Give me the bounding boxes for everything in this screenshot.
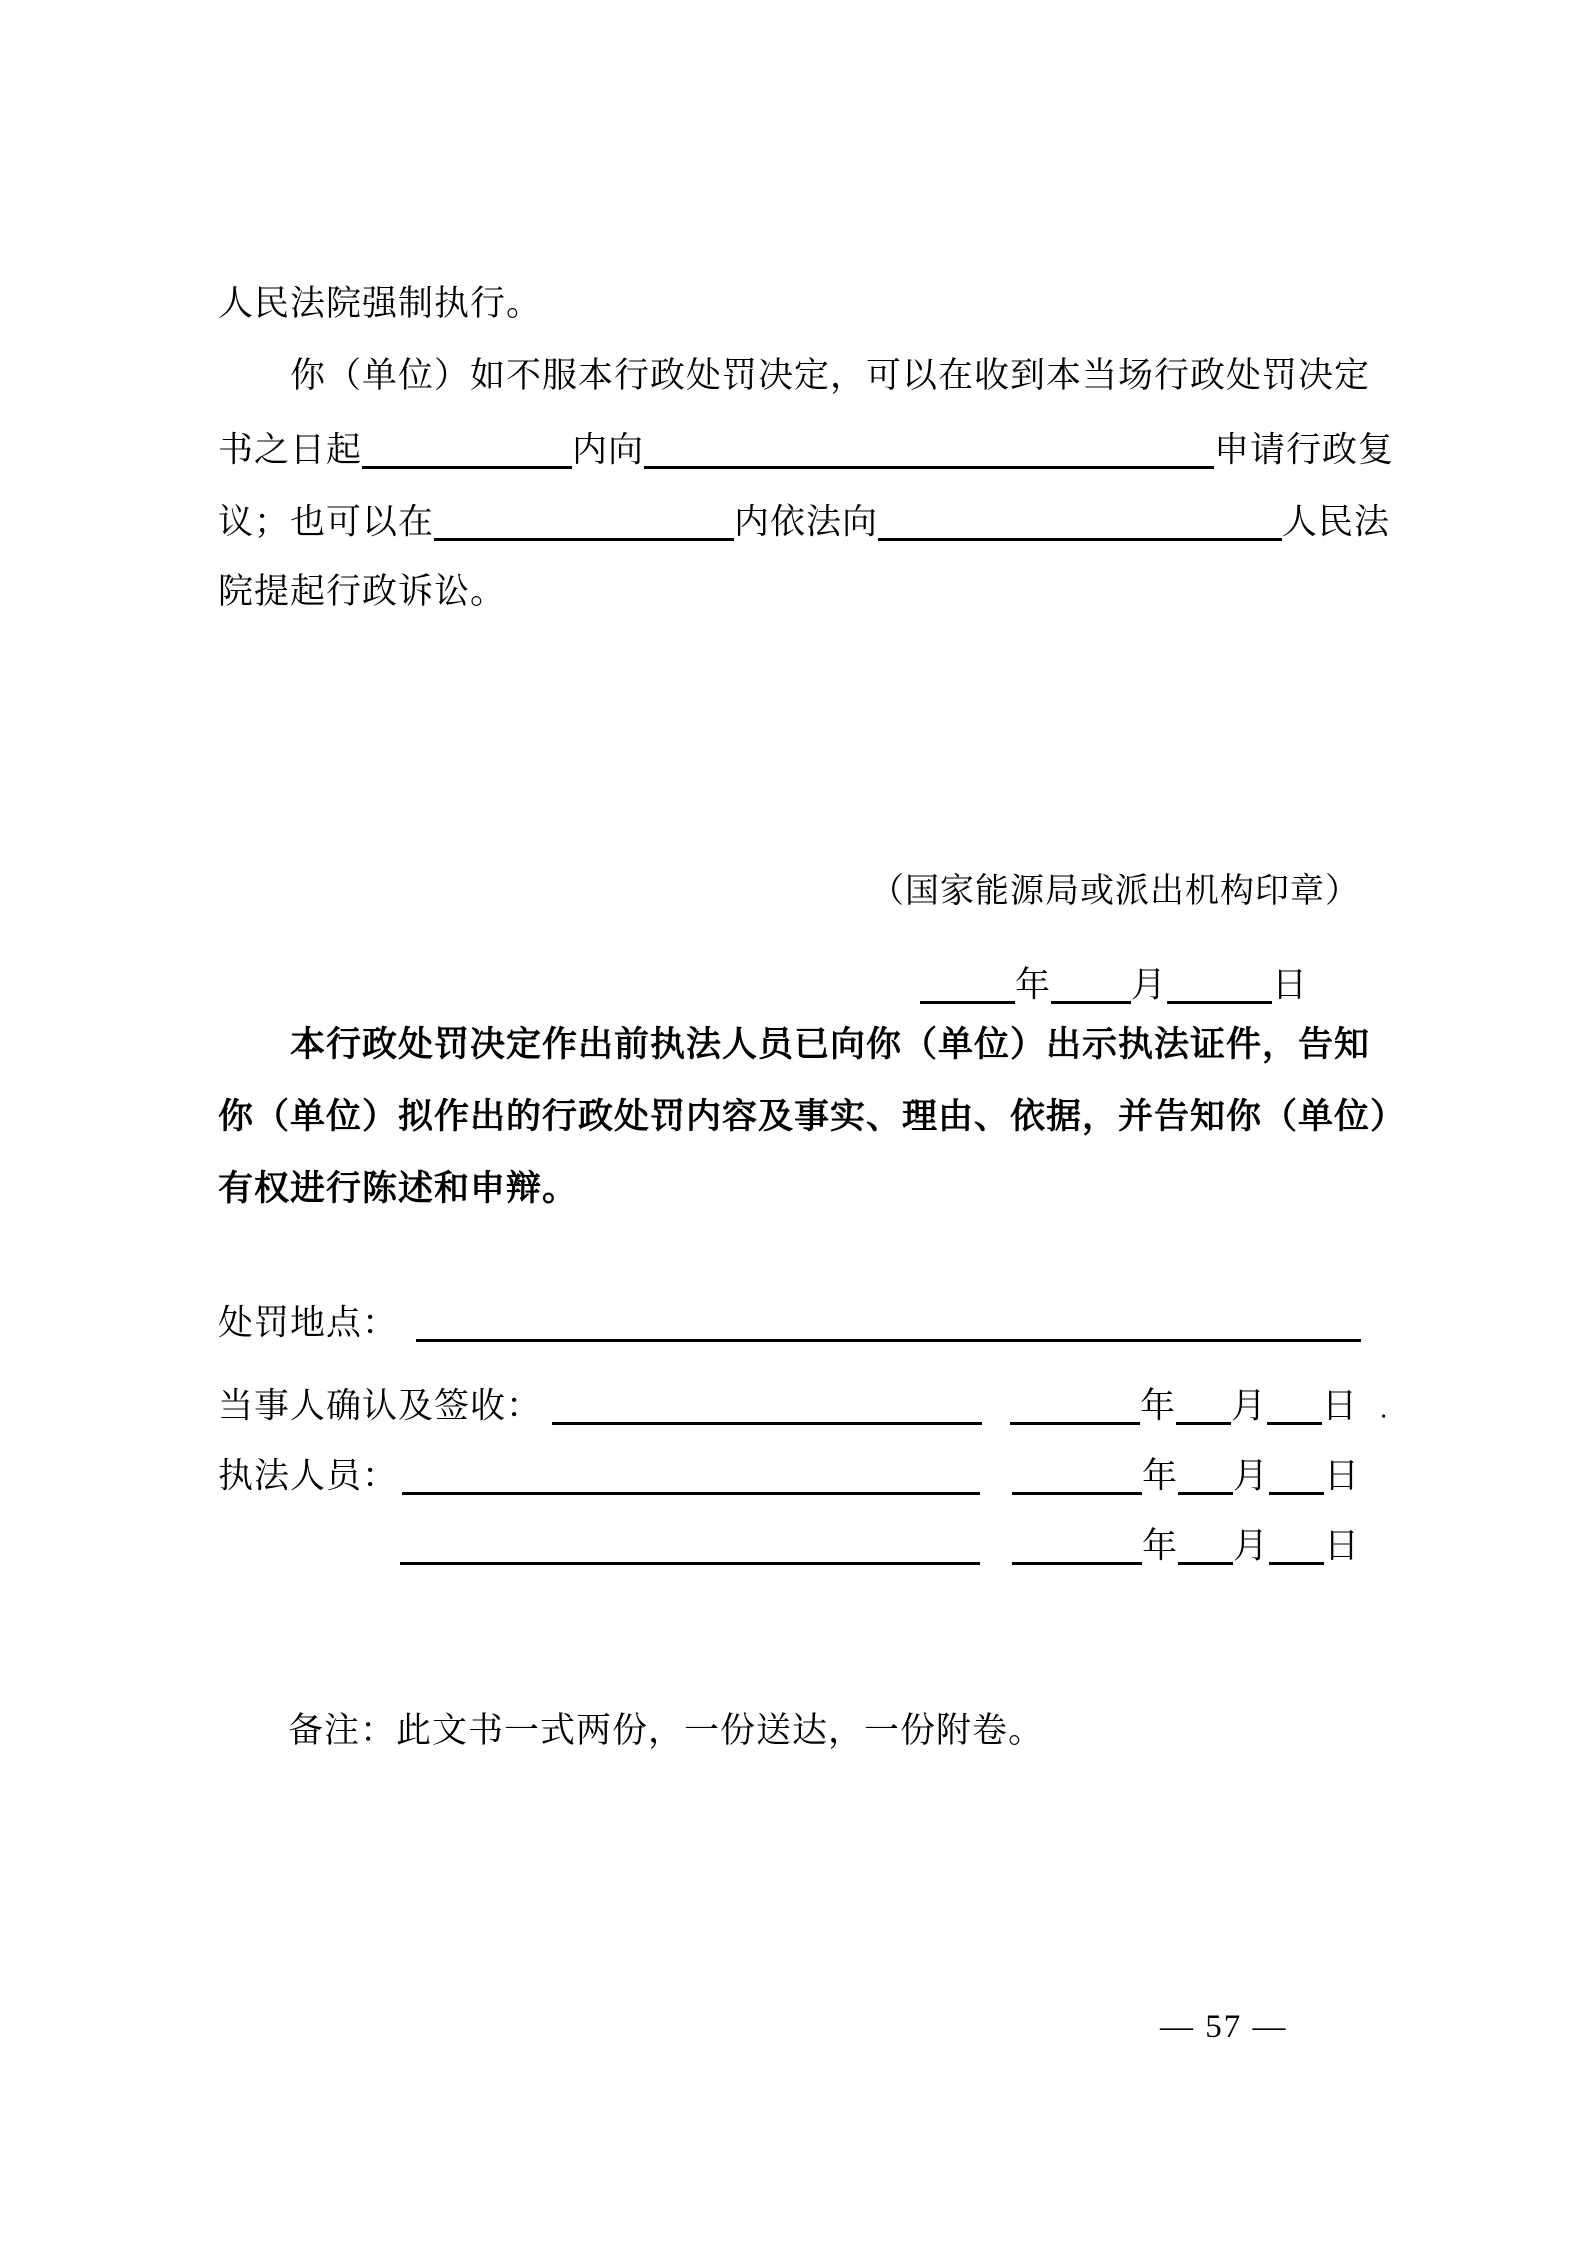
officer-label: 执法人员： bbox=[218, 1456, 399, 1496]
blank-court-name bbox=[878, 499, 1282, 541]
blank-penalty-location bbox=[416, 1300, 1361, 1342]
remark-text: 备注：此文书一式两份，一份送达，一份附卷。 bbox=[288, 1711, 1045, 1750]
party-month-label: 月 bbox=[1231, 1386, 1268, 1426]
officer1-year-label: 年 bbox=[1142, 1456, 1179, 1496]
row-officer-signature-2 bbox=[400, 1523, 1360, 1568]
seal-month-label: 月 bbox=[1131, 965, 1168, 1005]
penalty-location-label: 处罚地点： bbox=[218, 1303, 399, 1343]
page-number: — 57 — bbox=[1160, 2009, 1288, 2045]
blank-officer2-month bbox=[1178, 1523, 1233, 1565]
seal-date-line bbox=[920, 962, 1308, 1007]
appeal-paragraph-line1: 你（单位）如不服本行政处罚决定，可以在收到本当场行政处罚决定 bbox=[290, 356, 1371, 395]
blank-lawsuit-deadline bbox=[434, 499, 734, 541]
blank-seal-month bbox=[1051, 962, 1131, 1004]
appeal-line2-seg3: 申请行政复 bbox=[1214, 430, 1395, 470]
party-year-label: 年 bbox=[1140, 1386, 1177, 1426]
blank-party-year bbox=[1010, 1383, 1140, 1425]
officer2-month-label: 月 bbox=[1233, 1526, 1270, 1566]
appeal-line2-seg1: 书之日起 bbox=[218, 430, 363, 470]
seal-caption: （国家能源局或派出机构印章） bbox=[870, 873, 1360, 910]
officer2-day-label: 日 bbox=[1324, 1526, 1361, 1566]
row-penalty-location bbox=[218, 1300, 1361, 1345]
blank-seal-day bbox=[1167, 962, 1272, 1004]
party-sign-label: 当事人确认及签收： bbox=[218, 1386, 543, 1426]
enforce-paragraph-line1: 人民法院强制执行。 bbox=[218, 284, 543, 323]
appeal-line3-seg3: 人民法 bbox=[1282, 502, 1391, 542]
blank-officer2-day bbox=[1269, 1523, 1324, 1565]
blank-review-deadline bbox=[362, 427, 572, 469]
appeal-line2-seg2: 内向 bbox=[572, 430, 645, 470]
officer1-month-label: 月 bbox=[1233, 1456, 1270, 1496]
row-party-signature bbox=[218, 1383, 1388, 1428]
officer1-day-label: 日 bbox=[1324, 1456, 1361, 1496]
blank-officer1-year bbox=[1012, 1453, 1142, 1495]
blank-party-month bbox=[1176, 1383, 1231, 1425]
party-day-label: 日 bbox=[1322, 1386, 1359, 1426]
blank-officer1-day bbox=[1269, 1453, 1324, 1495]
blank-officer2-year bbox=[1012, 1523, 1142, 1565]
seal-day-label: 日 bbox=[1272, 965, 1309, 1005]
appeal-paragraph-line4: 院提起行政诉讼。 bbox=[218, 572, 507, 611]
appeal-paragraph-line3 bbox=[218, 499, 1390, 544]
blank-officer-signature-1 bbox=[402, 1453, 980, 1495]
blank-party-day bbox=[1267, 1383, 1322, 1425]
officer2-year-label: 年 bbox=[1142, 1526, 1179, 1566]
notice-line2: 你（单位）拟作出的行政处罚内容及事实、理由、依据，并告知你（单位） bbox=[218, 1097, 1407, 1136]
party-row-suffix-dot: . bbox=[1380, 1393, 1389, 1425]
appeal-paragraph-line2 bbox=[218, 427, 1394, 472]
appeal-line3-seg2: 内依法向 bbox=[734, 502, 879, 542]
appeal-line3-seg1: 议；也可以在 bbox=[218, 502, 435, 542]
blank-review-organ bbox=[644, 427, 1214, 469]
blank-officer-signature-2 bbox=[400, 1523, 980, 1565]
notice-line1: 本行政处罚决定作出前执法人员已向你（单位）出示执法证件，告知 bbox=[290, 1025, 1371, 1064]
notice-line3: 有权进行陈述和申辩。 bbox=[218, 1169, 579, 1208]
blank-party-signature bbox=[552, 1383, 982, 1425]
row-officer-signature-1 bbox=[218, 1453, 1360, 1498]
blank-seal-year bbox=[920, 962, 1015, 1004]
blank-officer1-month bbox=[1178, 1453, 1233, 1495]
seal-year-label: 年 bbox=[1015, 965, 1052, 1005]
